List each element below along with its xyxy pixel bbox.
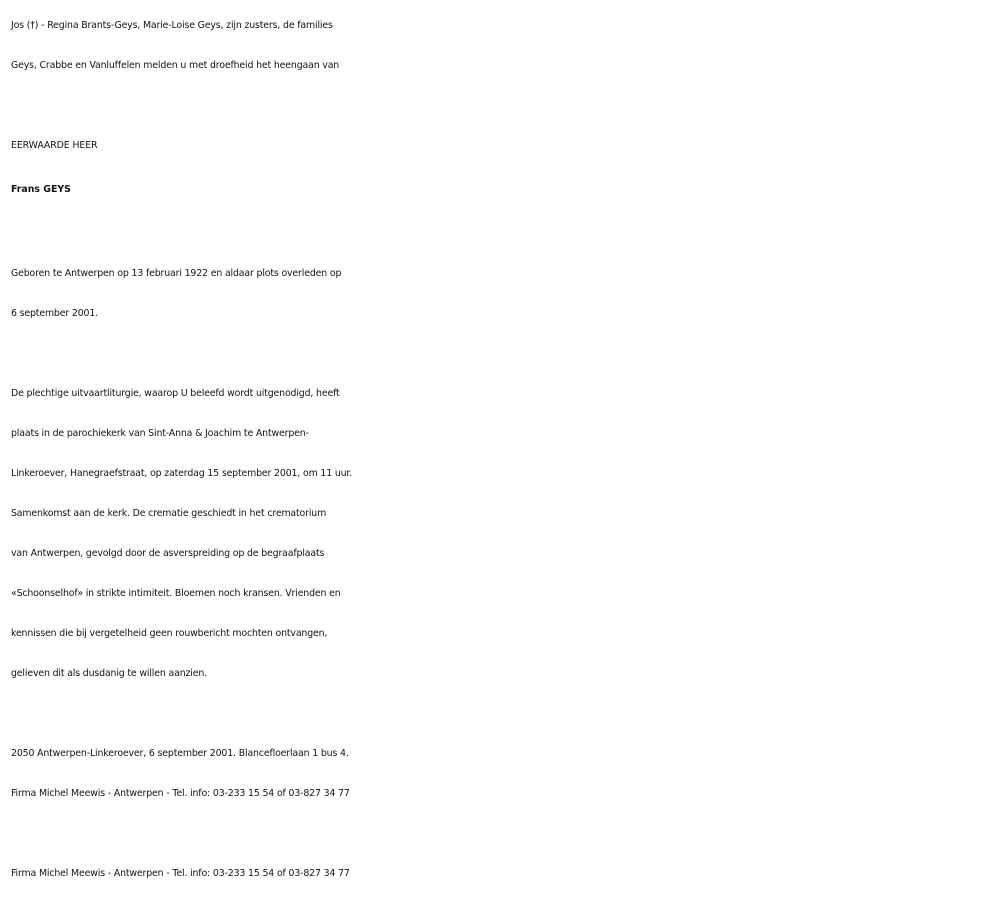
address-line: 2050 Antwerpen-Linkeroever, 6 september 2001. Blancefloerlaan 1 bus 4. — [11, 748, 349, 759]
funeral-home-line: Firma Michel Meewis - Antwerpen - Tel. info: 03-233 15 54 of 03-827 34 77 — [11, 788, 350, 799]
birth-line: Geboren te Antwerpen op 13 februari 1922 en aldaar plots overleden op — [11, 268, 342, 279]
spacer — [11, 694, 996, 734]
birth-line: 6 september 2001. — [11, 308, 98, 319]
deceased-name: Frans GEYS — [11, 184, 71, 195]
ceremony-line: kennissen die bij vergetelheid geen rouwbericht mochten ontvangen, — [11, 628, 328, 639]
address-paragraph — [11, 734, 996, 814]
ceremony-line: Samenkomst aan de kerk. De crematie geschiedt in het crematorium — [11, 508, 327, 519]
spacer — [11, 86, 996, 126]
ceremony-line: «Schoonselhof» in strikte intimiteit. Bloemen noch kransen. Vrienden en — [11, 588, 341, 599]
spacer — [11, 334, 996, 374]
ceremony-line: gelieven dit als dusdanig te willen aanzien. — [11, 668, 207, 679]
spacer — [11, 814, 996, 854]
footer-funeral-home: Firma Michel Meewis - Antwerpen - Tel. info: 03-233 15 54 of 03-827 34 77 — [11, 868, 350, 879]
spacer — [11, 214, 996, 254]
birth-paragraph — [11, 254, 996, 334]
intro-line: Geys, Crabbe en Vanluffelen melden u met droefheid het heengaan van — [11, 60, 340, 71]
ceremony-paragraph — [11, 374, 996, 694]
ceremony-line: De plechtige uitvaartliturgie, waarop U beleefd wordt uitgenodigd, heeft — [11, 388, 340, 399]
death-notice — [11, 6, 996, 894]
ceremony-line: van Antwerpen, gevolgd door de asverspreiding op de begraafplaats — [11, 548, 325, 559]
ceremony-line: plaats in de parochiekerk van Sint-Anna & Joachim te Antwerpen- — [11, 428, 309, 439]
ceremony-line: Linkeroever, Hanegraefstraat, op zaterdag 15 september 2001, om 11 uur. — [11, 468, 353, 479]
honorific-title: EERWAARDE HEER — [11, 140, 98, 151]
intro-line: Jos (†) - Regina Brants-Geys, Marie-Loise Geys, zijn zusters, de families — [11, 20, 333, 31]
intro-paragraph — [11, 6, 996, 86]
